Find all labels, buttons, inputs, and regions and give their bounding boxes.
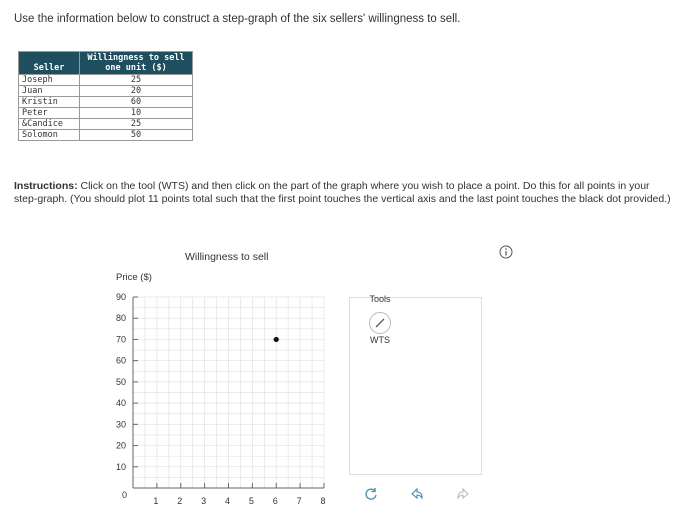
seller-value: 25 [80, 119, 193, 130]
pencil-line-icon [370, 313, 390, 333]
x-tick-label: 7 [296, 496, 302, 506]
reset-icon[interactable] [364, 487, 378, 501]
y-tick-label: 40 [115, 398, 126, 409]
seller-column-header: Seller [19, 52, 80, 75]
y-tick-label: 60 [115, 355, 126, 366]
instructions-label: Instructions: [14, 180, 78, 192]
y-tick-label: 70 [115, 334, 126, 345]
seller-name: &Candice [19, 119, 80, 130]
y-tick-label: 50 [115, 376, 126, 387]
seller-name: Joseph [19, 75, 80, 86]
end-point-dot [274, 337, 279, 342]
seller-name: Solomon [19, 130, 80, 141]
y-tick-label: 0 [121, 490, 127, 500]
question-text: Use the information below to construct a step-graph of the six sellers' willingness to sell. [14, 13, 461, 25]
wts-tool-label: WTS [370, 335, 390, 345]
instructions-text: Click on the tool (WTS) and then click on the part of the graph where you wish to place a point. Do this for all points in your step-graph. (You should plot 11 points total such that the first point touches the vertical axis and the last point touches the black dot provided.) [14, 180, 671, 205]
x-tick-label: 1 [153, 496, 159, 506]
seller-value: 20 [80, 86, 193, 97]
x-tick-label: 8 [320, 496, 326, 506]
wts-column-header: Willingness to sell one unit ($) [80, 52, 193, 75]
tools-title: Tools [369, 294, 391, 304]
seller-value: 25 [80, 75, 193, 86]
seller-value: 60 [80, 97, 193, 108]
y-tick-label: 10 [115, 461, 126, 472]
redo-icon[interactable] [456, 487, 470, 501]
undo-icon[interactable] [410, 487, 424, 501]
y-tick-label: 30 [115, 419, 126, 430]
x-tick-label: 4 [224, 496, 231, 506]
x-tick-label: 3 [201, 496, 207, 506]
seller-name: Kristin [19, 97, 80, 108]
x-tick-label: 5 [248, 496, 254, 506]
graph-title: Willingness to sell [185, 251, 269, 263]
x-tick-label: 6 [272, 496, 278, 506]
y-tick-label: 90 [115, 292, 126, 302]
seller-value: 10 [80, 108, 193, 119]
seller-name: Juan [19, 86, 80, 97]
wts-tool-button[interactable] [369, 312, 391, 334]
seller-name: Peter [19, 108, 80, 119]
seller-value: 50 [80, 130, 193, 141]
x-tick-label: 2 [177, 496, 183, 506]
y-tick-label: 80 [115, 313, 126, 324]
y-axis-label: Price ($) [116, 272, 152, 283]
y-tick-label: 20 [115, 440, 126, 451]
